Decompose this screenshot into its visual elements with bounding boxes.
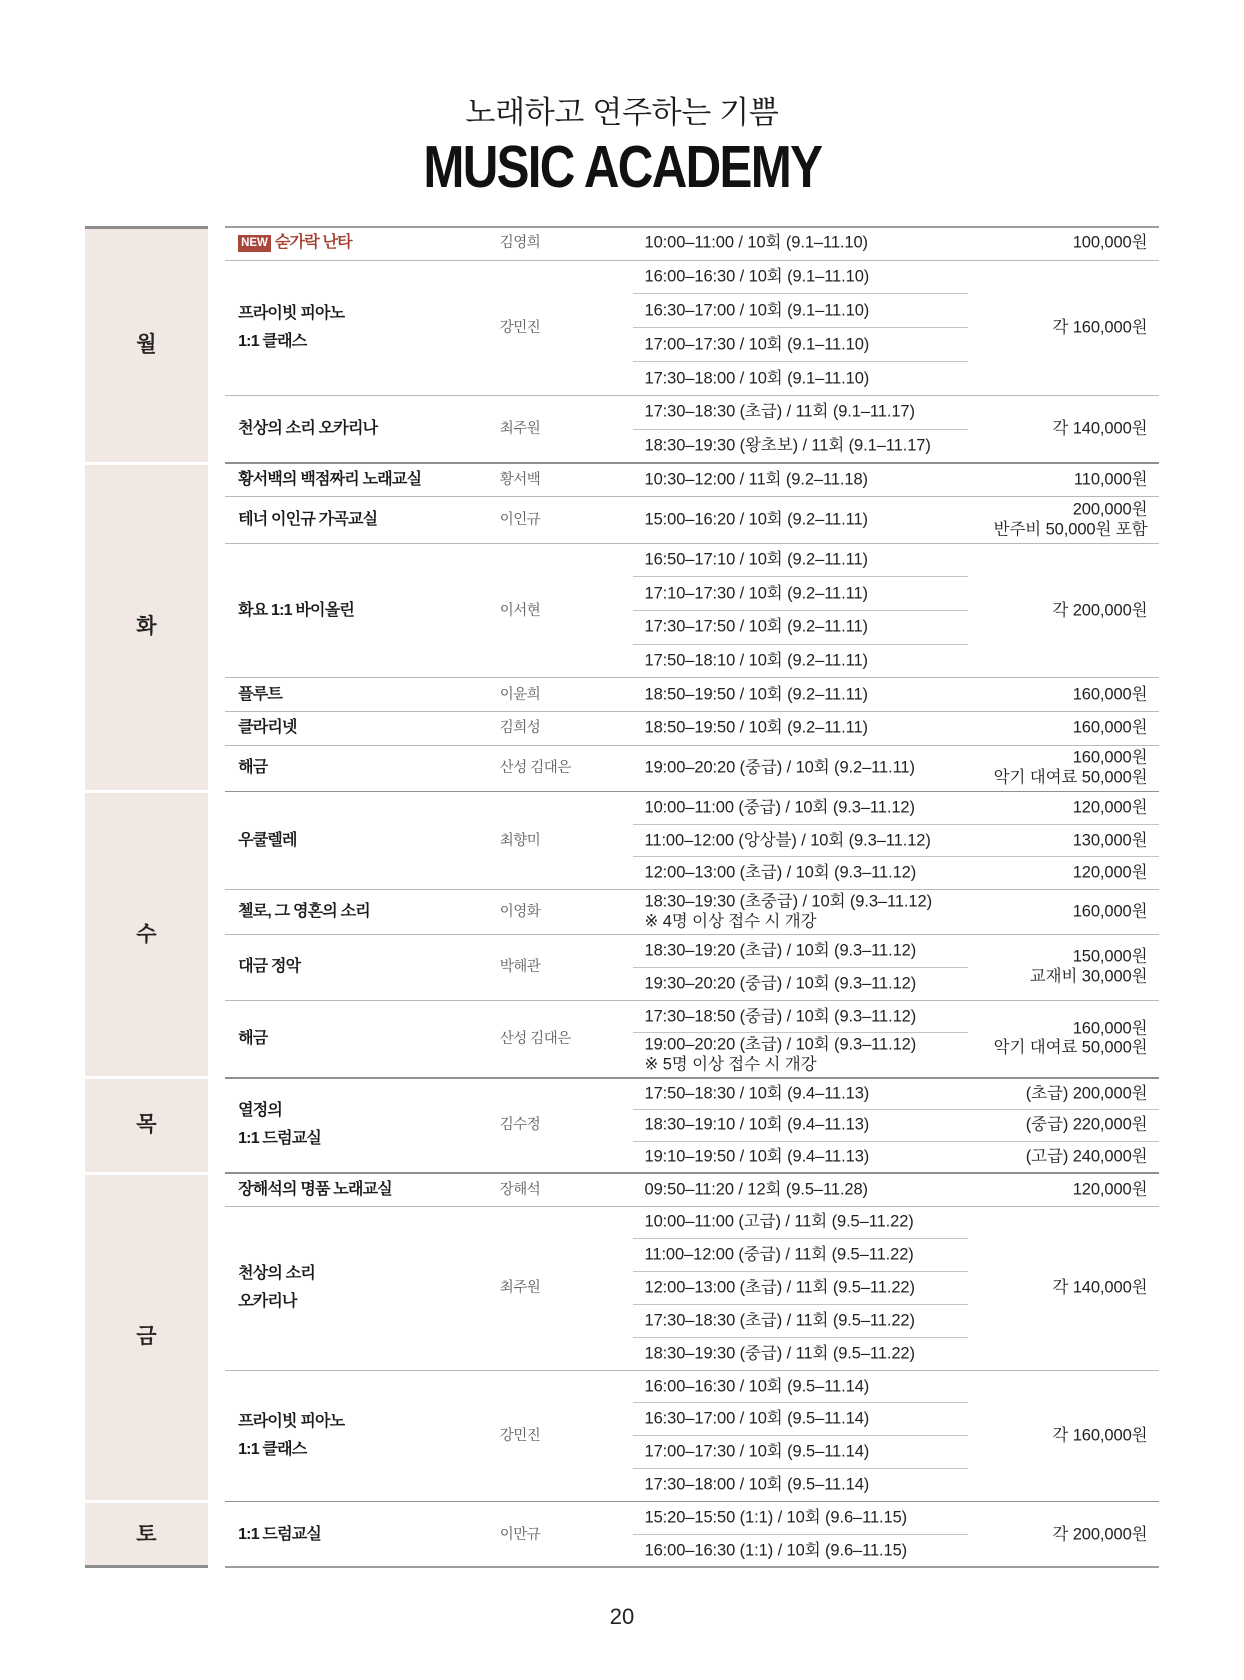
- price-line: 각 200,000원: [1052, 1524, 1148, 1543]
- schedule-time-line: 17:00–17:30 / 10회 (9.1–11.10): [644, 335, 870, 354]
- schedule-time-line: 18:50–19:50 / 10회 (9.2–11.11): [644, 718, 868, 737]
- price-line: (고급) 240,000원: [1025, 1147, 1148, 1166]
- price: [1030, 948, 1148, 987]
- section-divider: [225, 1172, 1159, 1174]
- class-name: [238, 827, 297, 855]
- price-line: 악기 대여료 50,000원: [993, 768, 1148, 787]
- teacher-name: 최주원: [499, 1280, 541, 1297]
- new-badge: NEW: [238, 235, 271, 252]
- price: [1073, 719, 1148, 739]
- schedule-time: [645, 1442, 870, 1462]
- price: [1073, 902, 1148, 922]
- schedule-time-line: 11:00–12:00 (앙상블) / 10회 (9.3–11.12): [644, 830, 931, 849]
- schedule-time: [645, 1410, 870, 1430]
- row-divider: [225, 934, 1159, 935]
- price: [1073, 864, 1148, 884]
- class-name-line: 우쿨렐레: [238, 831, 297, 849]
- schedule-time-line: 17:00–17:30 / 10회 (9.5–11.14): [644, 1442, 870, 1461]
- teacher-name: 강민진: [499, 1427, 541, 1444]
- teacher-name: 강민진: [499, 319, 541, 336]
- price-line: 160,000원: [1072, 1019, 1148, 1038]
- teacher-name: 김희성: [499, 720, 541, 737]
- schedule-time: [645, 685, 868, 705]
- price-line: 200,000원: [1072, 500, 1148, 519]
- schedule-time: [645, 301, 870, 321]
- price-line: 110,000원: [1073, 470, 1148, 489]
- schedule-time-line: 12:00–13:00 (초급) / 11회 (9.5–11.22): [644, 1278, 915, 1297]
- price: [1052, 420, 1147, 440]
- schedule-time-line: 18:30–19:30 (초중급) / 10회 (9.3–11.12): [644, 892, 932, 911]
- schedule-time: [645, 233, 868, 253]
- class-name: [238, 1408, 344, 1464]
- price-line: 120,000원: [1072, 1179, 1148, 1198]
- class-name-line: 해금: [238, 759, 268, 777]
- teacher-name: 이만규: [499, 1526, 541, 1543]
- row-divider: [225, 889, 1159, 890]
- schedule-time-line: 10:00–11:00 (중급) / 10회 (9.3–11.12): [644, 798, 915, 817]
- schedule-time-line: 17:30–18:30 (초급) / 11회 (9.5–11.22): [644, 1311, 915, 1330]
- price: [1073, 685, 1148, 705]
- price: [1026, 1116, 1148, 1136]
- class-name-line: 클라리넷: [238, 719, 297, 737]
- schedule-time: [645, 335, 870, 355]
- price-line: 130,000원: [1072, 830, 1148, 849]
- class-name: [238, 1176, 392, 1204]
- price-line: (중급) 220,000원: [1025, 1115, 1148, 1134]
- class-name-line: 천상의 소리: [238, 1265, 315, 1283]
- schedule-time: [645, 403, 915, 423]
- schedule-time: [645, 1311, 915, 1331]
- class-name-line: 1:1 드럼교실: [238, 1525, 322, 1543]
- price-line: 각 160,000원: [1052, 318, 1148, 337]
- class-name-line: 프라이빗 피아노: [238, 304, 345, 322]
- class-name-line: [238, 229, 352, 257]
- schedule-time: [645, 510, 868, 530]
- schedule-time-line: 17:30–18:00 / 10회 (9.5–11.14): [644, 1475, 870, 1494]
- page-number: 20: [609, 1604, 635, 1629]
- slot-divider: [633, 1337, 969, 1338]
- schedule-time-line: 19:30–20:20 (중급) / 10회 (9.3–11.12): [644, 974, 917, 992]
- class-name-line: 1:1 클래스: [238, 1440, 307, 1458]
- price: [1052, 1278, 1147, 1298]
- slot-divider: [633, 327, 969, 328]
- class-name-line: 장해석의 명품 노래교실: [238, 1180, 392, 1198]
- class-name-line: 플루트: [238, 685, 283, 703]
- schedule-time: [645, 1084, 870, 1104]
- slot-divider: [633, 1468, 969, 1469]
- teacher-name: 이영화: [499, 904, 541, 921]
- schedule-time-line: 18:30–19:30 (중급) / 11회 (9.5–11.22): [644, 1343, 915, 1362]
- schedule-time-line: 11:00–12:00 (중급) / 11회 (9.5–11.22): [644, 1245, 914, 1264]
- schedule-time-line: 19:00–20:20 (초급) / 10회 (9.3–11.12): [644, 1035, 917, 1054]
- class-name-line: 첼로, 그 영혼의 소리: [238, 903, 370, 921]
- schedule-time-line: ※ 4명 이상 접수 시 개강: [644, 912, 817, 931]
- day-label: 토: [136, 1522, 157, 1546]
- price-line: 100,000원: [1072, 233, 1148, 252]
- schedule-time: [645, 1344, 915, 1364]
- schedule-time-line: 10:00–11:00 (고급) / 11회 (9.5–11.22): [644, 1212, 914, 1231]
- slot-divider: [633, 576, 969, 577]
- price-line: 각 200,000원: [1052, 600, 1148, 619]
- slot-divider: [633, 1238, 969, 1239]
- teacher-name: 김수정: [499, 1117, 541, 1134]
- slot-divider: [633, 824, 1160, 825]
- schedule-time: [645, 1148, 870, 1168]
- price-line: 120,000원: [1072, 863, 1148, 882]
- row-divider: [225, 260, 1159, 261]
- schedule-time-line: 15:00–16:20 / 10회 (9.2–11.11): [644, 510, 868, 529]
- slot-divider: [633, 967, 969, 968]
- price-line: 160,000원: [1072, 902, 1148, 921]
- slot-divider: [633, 1435, 969, 1436]
- class-name: [238, 681, 282, 709]
- slot-divider: [633, 1271, 969, 1272]
- class-name-line: 1:1 클래스: [238, 332, 307, 350]
- price: [994, 749, 1148, 788]
- schedule-time-line: 16:00–16:30 / 10회 (9.1–11.10): [644, 267, 870, 286]
- schedule-time: [645, 618, 868, 638]
- teacher-name: 최주원: [499, 421, 541, 438]
- price: [1052, 1426, 1147, 1446]
- teacher-name: 이윤희: [499, 686, 541, 703]
- class-name-line: 화요 1:1 바이올린: [238, 601, 355, 619]
- teacher-name: 최향미: [499, 832, 541, 849]
- schedule-time-line: 09:50–11:20 / 12회 (9.5–11.28): [644, 1179, 868, 1198]
- teacher-name: 이서현: [499, 602, 541, 619]
- teacher-name: 김영희: [499, 235, 541, 252]
- schedule-time: [645, 1116, 870, 1136]
- schedule-time-line: 16:00–16:30 (1:1) / 10회 (9.6–11.15): [644, 1541, 908, 1560]
- price-line: 교재비 30,000원: [1029, 967, 1148, 986]
- price: [1074, 470, 1148, 490]
- schedule-time: [645, 719, 868, 739]
- price-line: 반주비 50,000원 포함: [993, 520, 1148, 539]
- schedule-time: [645, 1246, 914, 1266]
- teacher-name: 황서백: [499, 472, 541, 489]
- schedule-time: [645, 864, 917, 884]
- price-line: 160,000원: [1072, 748, 1148, 767]
- price-line: 각 140,000원: [1052, 419, 1148, 438]
- schedule-time-line: 17:30–17:50 / 10회 (9.2–11.11): [644, 617, 868, 636]
- table-top-border: [225, 226, 1159, 228]
- schedule-time: [645, 1508, 908, 1528]
- schedule-time: [645, 584, 868, 604]
- page-subtitle: 노래하고 연주하는 기쁨: [465, 95, 779, 130]
- section-divider: [225, 1077, 1159, 1079]
- schedule-time: [645, 1007, 917, 1027]
- price-line: (초급) 200,000원: [1025, 1083, 1148, 1102]
- price: [1052, 601, 1147, 621]
- class-name: [238, 1025, 267, 1053]
- schedule-time: [645, 550, 868, 570]
- schedule-time: [645, 759, 915, 779]
- slot-divider: [633, 610, 969, 611]
- schedule-time-line: 17:50–18:30 / 10회 (9.4–11.13): [644, 1083, 870, 1102]
- row-divider: [225, 496, 1159, 497]
- class-name-line: 황서백의 백점짜리 노래교실: [238, 471, 422, 489]
- slot-divider: [633, 1032, 969, 1033]
- schedule-time-line: 10:30–12:00 / 11회 (9.2–11.18): [644, 470, 868, 489]
- schedule-time: [645, 1377, 870, 1397]
- class-name-line: 테너 이인규 가곡교실: [238, 511, 378, 529]
- schedule-time: [645, 369, 870, 389]
- price: [1073, 831, 1148, 851]
- teacher-name: 장해석: [499, 1181, 541, 1198]
- slot-divider: [633, 361, 969, 362]
- slot-divider: [633, 429, 969, 430]
- schedule-time: [645, 651, 868, 671]
- schedule-time: [645, 1278, 915, 1298]
- price: [1026, 1084, 1148, 1104]
- schedule-time-line: 19:00–20:20 (중급) / 10회 (9.2–11.11): [644, 758, 915, 777]
- row-divider: [225, 677, 1159, 678]
- schedule-time-line: 17:50–18:10 / 10회 (9.2–11.11): [644, 651, 868, 670]
- schedule-time-line: 17:10–17:30 / 10회 (9.2–11.11): [644, 583, 868, 602]
- schedule-time-line: 17:30–18:30 (초급) / 11회 (9.1–11.17): [644, 402, 915, 421]
- slot-divider: [633, 1304, 969, 1305]
- class-name-text: 숟가락 난타: [274, 234, 352, 252]
- class-name: [238, 1260, 315, 1316]
- class-name: [238, 300, 344, 356]
- row-divider: [225, 745, 1159, 746]
- schedule-time-line: 16:30–17:00 / 10회 (9.1–11.10): [644, 301, 870, 320]
- price: [1052, 1525, 1147, 1545]
- schedule-time-line: 19:10–19:50 / 10회 (9.4–11.13): [644, 1147, 870, 1166]
- schedule-time: [645, 1036, 917, 1075]
- day-label: 금: [136, 1325, 157, 1349]
- schedule-time: [645, 1475, 870, 1495]
- row-divider: [225, 1370, 1159, 1371]
- schedule-time: [645, 798, 915, 818]
- schedule-time-line: 16:30–17:00 / 10회 (9.5–11.14): [644, 1409, 870, 1428]
- table-bottom-border: [225, 1566, 1159, 1568]
- schedule-time-line: 10:00–11:00 / 10회 (9.1–11.10): [644, 233, 868, 252]
- teacher-name: 이인규: [499, 512, 541, 529]
- slot-divider: [633, 1141, 1160, 1142]
- class-name: [238, 229, 352, 257]
- schedule-time-line: 18:50–19:50 / 10회 (9.2–11.11): [644, 684, 868, 703]
- slot-divider: [633, 1109, 1160, 1110]
- schedule-time-line: 16:00–16:30 / 10회 (9.5–11.14): [644, 1376, 870, 1395]
- schedule-time: [645, 831, 931, 851]
- row-divider: [225, 711, 1159, 712]
- class-name: [238, 953, 300, 981]
- schedule-time: [645, 1180, 868, 1200]
- class-name: [238, 714, 297, 742]
- teacher-name: 박해관: [499, 959, 541, 976]
- day-column-bottom-border: [85, 1565, 208, 1568]
- price-line: 160,000원: [1072, 684, 1148, 703]
- class-name-line: 천상의 소리 오카리나: [238, 420, 378, 438]
- price-line: 120,000원: [1072, 798, 1148, 817]
- class-name: [238, 898, 370, 926]
- day-label: 화: [136, 615, 157, 639]
- slot-divider: [633, 856, 1160, 857]
- slot-divider: [633, 644, 969, 645]
- schedule-time-line: 16:50–17:10 / 10회 (9.2–11.11): [644, 550, 868, 569]
- row-divider: [225, 543, 1159, 544]
- schedule-time: [645, 437, 931, 457]
- schedule-time: [645, 1541, 908, 1561]
- price: [994, 1019, 1148, 1058]
- price: [1073, 798, 1148, 818]
- row-divider: [225, 1206, 1159, 1207]
- class-name: [238, 506, 377, 534]
- day-label: 월: [136, 332, 157, 356]
- price: [1052, 318, 1147, 338]
- class-name-line: 1:1 드럼교실: [238, 1130, 322, 1148]
- class-name-line: 프라이빗 피아노: [238, 1412, 345, 1430]
- price-line: 160,000원: [1072, 718, 1148, 737]
- class-name: [238, 1521, 321, 1549]
- teacher-name: 산성 김대은: [499, 1030, 571, 1047]
- section-divider: [225, 791, 1159, 793]
- class-name-line: 열정의: [238, 1102, 283, 1120]
- slot-divider: [633, 293, 969, 294]
- price-line: 150,000원: [1072, 947, 1148, 966]
- class-name: [238, 754, 267, 782]
- class-name-line: 대금 정악: [238, 958, 301, 976]
- schedule-time-line: ※ 5명 이상 접수 시 개강: [644, 1055, 817, 1074]
- schedule-time: [645, 470, 868, 490]
- schedule-time-line: 17:30–18:00 / 10회 (9.1–11.10): [644, 368, 870, 387]
- class-name-line: 해금: [238, 1029, 268, 1047]
- class-name-line: 오카리나: [238, 1293, 297, 1311]
- class-name: [238, 466, 421, 494]
- schedule-time: [645, 941, 917, 961]
- schedule-time: [645, 893, 932, 932]
- schedule-time-line: 18:30–19:30 (왕초보) / 11회 (9.1–11.17): [644, 436, 931, 455]
- price: [1026, 1148, 1148, 1168]
- row-divider: [225, 1000, 1159, 1001]
- price-line: 악기 대여료 50,000원: [993, 1038, 1148, 1057]
- price-line: 각 160,000원: [1052, 1425, 1148, 1444]
- schedule-time: [645, 267, 870, 287]
- row-divider: [225, 395, 1159, 396]
- price: [1073, 233, 1148, 253]
- schedule-time: [645, 1213, 914, 1233]
- day-column-top-border: [85, 226, 208, 229]
- schedule-time-line: 18:30–19:20 (초급) / 10회 (9.3–11.12): [644, 941, 917, 960]
- schedule-time-line: 15:20–15:50 (1:1) / 10회 (9.6–11.15): [644, 1508, 908, 1527]
- day-label: 목: [136, 1113, 157, 1137]
- price-line: 각 140,000원: [1052, 1278, 1148, 1297]
- schedule-time-line: 18:30–19:10 / 10회 (9.4–11.13): [644, 1115, 870, 1134]
- price: [1073, 1180, 1148, 1200]
- class-name: [238, 1097, 321, 1153]
- page-title: MUSIC ACADEMY: [423, 134, 821, 200]
- class-name: [238, 415, 377, 443]
- schedule-time: [645, 974, 917, 994]
- day-label: 수: [136, 922, 157, 946]
- section-divider: [225, 462, 1159, 464]
- schedule-time-line: 17:30–18:50 (중급) / 10회 (9.3–11.12): [644, 1006, 917, 1025]
- slot-divider: [633, 1534, 969, 1535]
- teacher-name: 산성 김대은: [499, 760, 571, 777]
- class-name: [238, 597, 354, 625]
- schedule-time-line: 12:00–13:00 (초급) / 10회 (9.3–11.12): [644, 863, 917, 882]
- section-divider: [225, 1501, 1159, 1503]
- price: [994, 501, 1148, 540]
- slot-divider: [633, 1402, 969, 1403]
